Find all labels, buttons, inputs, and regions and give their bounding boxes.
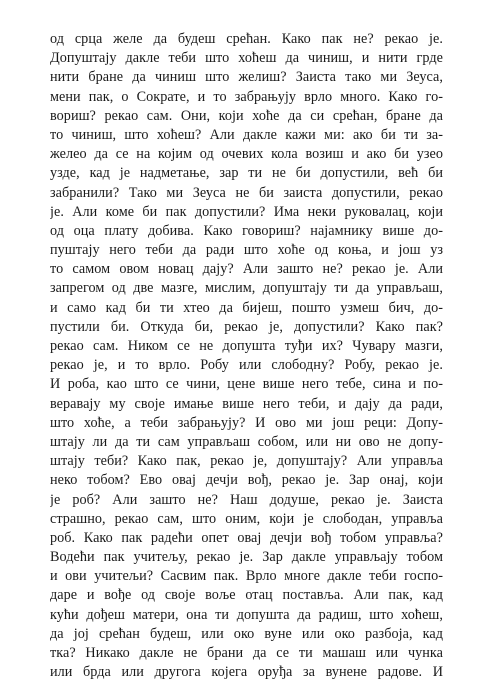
text-line: запрегом од две мазге, мислим, допуштају ти да управљаш, [50, 280, 443, 297]
text-line: рекао је, и то врло. Робу или слободну? Робу, рекао је. [50, 357, 443, 374]
text-line: пустили би. Откуда би, рекао је, допустили? Како пак? [50, 318, 443, 335]
text-line: то самом овом новац дају? Али зашто не? рекао је. Али [50, 261, 443, 278]
text-line: Допуштају дакле теби што хоћеш да чиниш, и нити грде [50, 50, 443, 67]
text-line: роб. Како пак радећи опет овај дечји вођ тобом управља? [50, 529, 443, 546]
text-line: и ови учитељи? Сасвим пак. Врло многе дакле теби госпо- [50, 568, 443, 585]
text-line: то чиниш, што хоћеш? Али дакле кажи ми: ако би ти за- [50, 126, 443, 143]
text-line: штају ли да ти сам управљаш собом, или ни ово не допу- [50, 433, 443, 450]
text-line: веравају му своје имање више него теби, и дају да ради, [50, 395, 443, 412]
text-line: нити бране да чиниш што желиш? Заиста тако ми Зеуса, [50, 69, 443, 86]
text-line: страшно, рекао сам, што оним, који је слободан, управља [50, 510, 443, 527]
text-line: од срца желе да будеш срећан. Како пак не? рекао је. [50, 31, 443, 47]
text-line: забранили? Тако ми Зеуса не би заиста допустили, рекао [50, 184, 443, 201]
text-line: да јој срећан будеш, или око вуне или око разбоја, кад [50, 625, 443, 642]
text-line: или брда или другога којега оруђа за вунене радове. И [50, 664, 443, 681]
text-line: тка? Никако дакле не брани да се ти машаш или чунка [50, 645, 443, 661]
text-line: Водећи пак учитељу, рекао је. Зар дакле управљају тобом [50, 549, 443, 566]
text-line: мени пак, о Сократе, и то забрањују врло много. Како го- [50, 88, 443, 105]
text-line: рекао сам. Ником се не допушта туђи их? Чувару мазги, [50, 338, 443, 354]
text-line: И роба, као што се чини, цене више него тебе, сина и по- [50, 376, 443, 393]
text-line: је роб? Али зашто не? Наш додуше, рекао је. Заиста [50, 491, 443, 508]
document-page [50, 30, 443, 682]
text-line: што хоће, а теби забрањују? И ово ми још реци: Допу- [50, 414, 443, 431]
text-line: даре и вође од своје воље отац поставља. Али пак, кад [50, 587, 443, 604]
text-line: од оца плату добива. Како говориш? најамнику више до- [50, 222, 443, 239]
text-line: неко тобом? Ево овај дечји вођ, рекао је. Зар онај, који [50, 472, 443, 489]
text-line: пуштају него теби да ради што хоће од коња, и још уз [50, 242, 443, 259]
text-line: и само кад би ти хтео да бијеш, пошто узмеш бич, до- [50, 299, 443, 316]
text-line: кући дођеш матери, она ти допушта да радиш, што хоћеш, [50, 606, 443, 623]
text-line: узде, кад је надметање, зар ти не би допустили, већ би [50, 165, 443, 182]
text-line: штају теби? Како пак, рекао је, допуштају? Али управља [50, 453, 443, 470]
text-line: вориш? рекао сам. Они, који хоће да си срећан, бране да [50, 107, 443, 124]
text-line: је. Али коме би пак допустили? Има неки руковалац, који [50, 203, 443, 220]
text-line: желео да се на којим од очевих кола возиш и ако би узео [50, 146, 443, 163]
